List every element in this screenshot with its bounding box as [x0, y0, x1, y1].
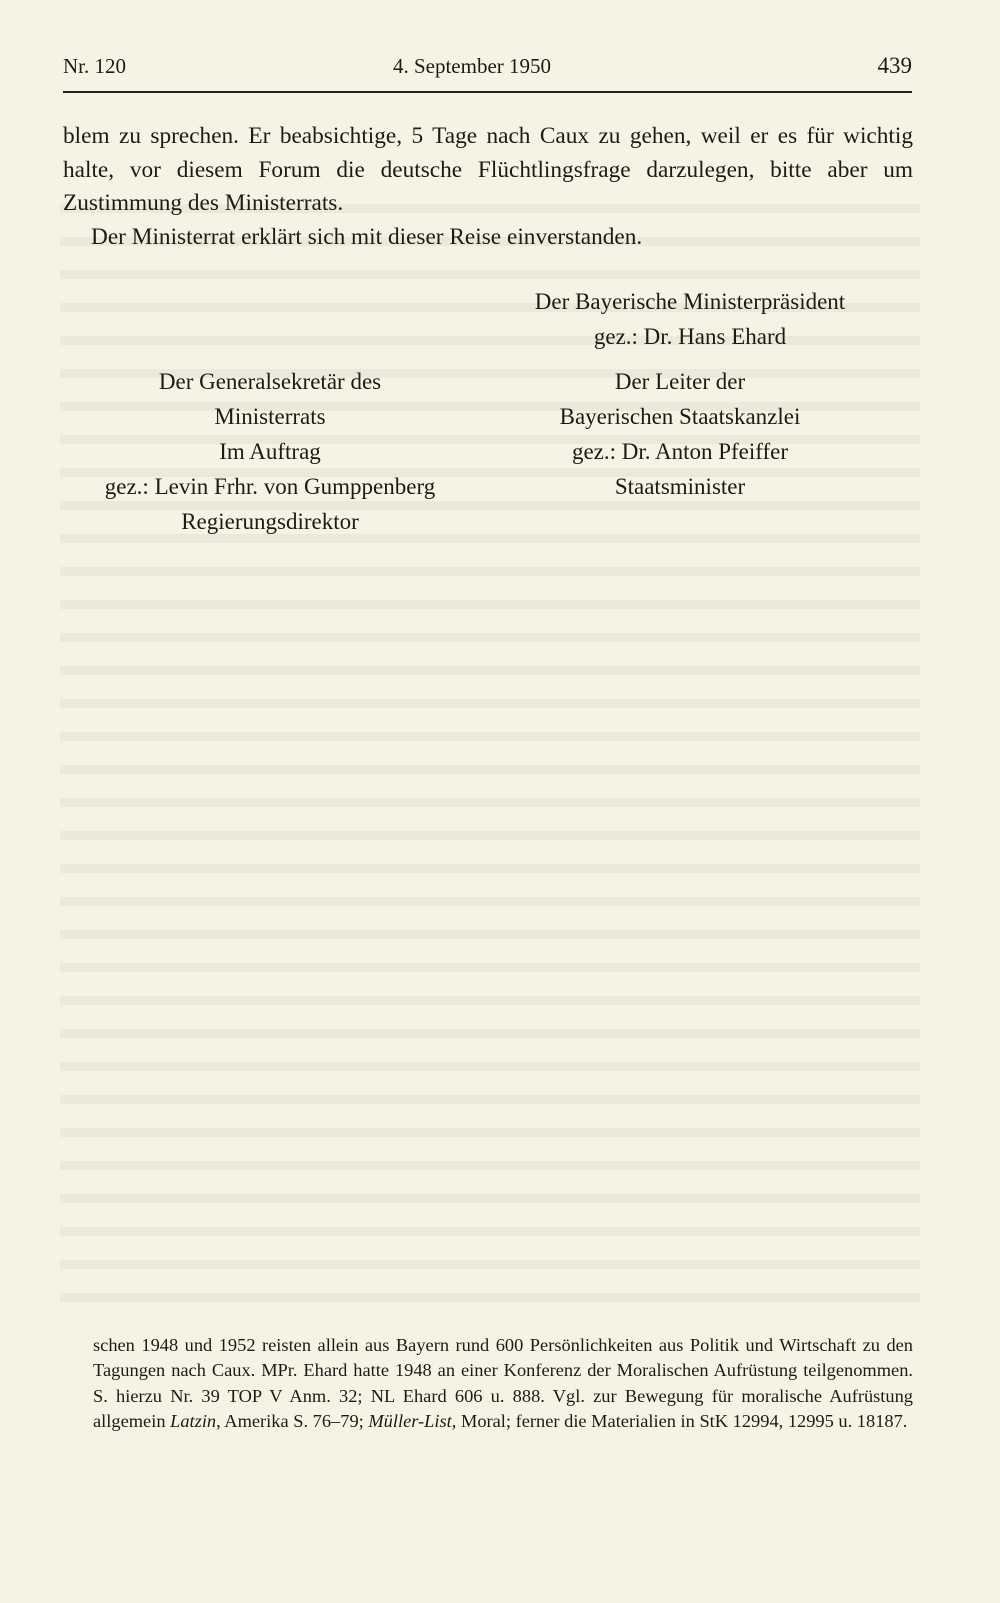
page-number: 439	[877, 53, 912, 78]
signature-chancellery-head	[510, 364, 850, 504]
document-number: Nr. 120	[63, 54, 126, 78]
signature-minister-president	[480, 284, 900, 354]
body-paragraph: Der Ministerrat erklärt sich mit dieser Reise einverstanden.	[91, 223, 643, 250]
document-date: 4. September 1950	[392, 54, 552, 78]
footnote-text: , Moral; ferner die Materialien in StK 12994, 12995 u. 18187.	[451, 1410, 908, 1431]
signature-general-secretary	[60, 364, 480, 539]
signature-line: Der Generalsekretär des	[158, 369, 382, 394]
signature-line: Bayerischen Staatskanzlei	[559, 404, 801, 429]
footnote-author: Müller-List	[368, 1410, 452, 1431]
header-rule	[63, 91, 912, 93]
footnote-text: schen 1948 und 1952 reisten allein aus Bayern rund 600 Persönlichkeiten aus Politik und Wirtschaft zu den Tagungen nach Caux. MPr. Ehard hatte 1948 an einer Konferenz der Moralischen Aufrüstung teilgenommen. S. hierzu Nr. 39 TOP V Anm. 32; NL Ehard 606 u. 888. Vgl. zur Bewegung für moralische Aufrüstung allgemein	[93, 1335, 913, 1431]
signature-line: Der Leiter der	[614, 369, 746, 394]
footnote-author: Latzin	[170, 1410, 217, 1431]
body-paragraph: blem zu sprechen. Er beabsichtige, 5 Tage nach Caux zu gehen, weil er es für wichtig halte, vor diesem Forum die deutsche Flüchtlingsfrage darzulegen, bitte aber um Zustimmung des Ministerrats.	[63, 123, 913, 216]
footnote-text: , Amerika S. 76–79;	[216, 1410, 369, 1431]
signature-line: Im Auftrag	[219, 439, 321, 464]
body-text	[63, 120, 913, 254]
signature-line: gez.: Dr. Hans Ehard	[593, 324, 787, 349]
signature-line: Staatsminister	[614, 474, 746, 499]
footnote	[93, 1333, 913, 1434]
signature-line: Ministerrats	[214, 404, 326, 429]
signature-line: gez.: Levin Frhr. von Gumppenberg	[104, 474, 436, 499]
signature-line: gez.: Dr. Anton Pfeiffer	[571, 439, 789, 464]
signature-line: Der Bayerische Ministerpräsident	[534, 289, 846, 314]
signature-line: Regierungsdirektor	[181, 509, 359, 534]
